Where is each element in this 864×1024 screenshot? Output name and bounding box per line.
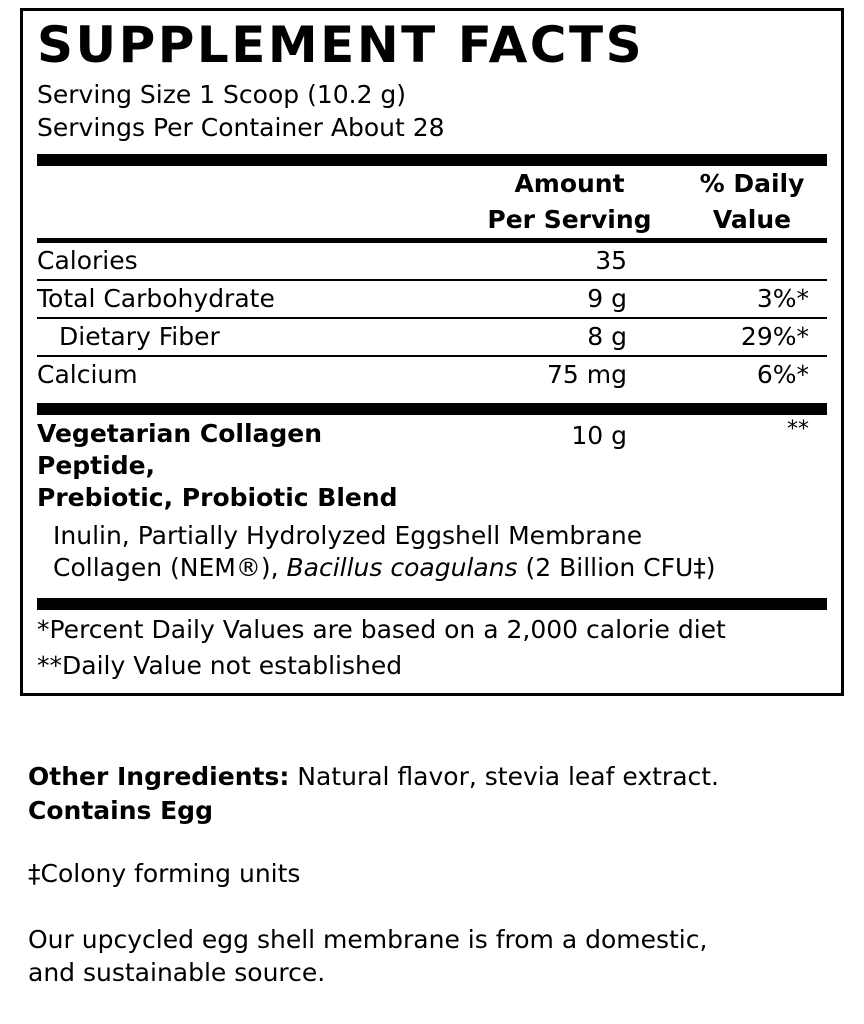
divider-thick-top <box>37 154 827 166</box>
blend-ingredients-italic: Bacillus coagulans <box>286 552 518 582</box>
cfu-note: ‡Colony forming units <box>28 859 301 888</box>
header-amount-line1: Amount <box>514 168 625 198</box>
nutrient-dv: 29%* <box>659 318 827 356</box>
nutrient-amount: 75 mg <box>412 356 659 393</box>
header-blank-2 <box>37 202 462 238</box>
blend-name-line1: Vegetarian Collagen Peptide, <box>37 418 323 480</box>
supplement-facts-panel <box>20 8 844 696</box>
nutrient-name: Dietary Fiber <box>37 318 412 356</box>
table-header-subrow <box>37 202 827 238</box>
footnote-daily-value: *Percent Daily Values are based on a 2,000 calorie diet <box>37 614 726 644</box>
header-dv-line1: % Daily <box>699 168 805 198</box>
table-row <box>37 243 827 280</box>
blend-ingredients-row <box>37 518 827 588</box>
other-ingredients-value: Natural flavor, stevia leaf extract. <box>289 762 720 791</box>
blend-ingredients-line2-b: (2 Billion CFU‡) <box>517 552 716 582</box>
nutrient-amount: 35 <box>595 245 627 275</box>
blend-dv: ** <box>787 416 809 442</box>
nutrient-dv: 6%* <box>659 356 827 393</box>
label-additional-info <box>28 760 844 990</box>
nutrient-dv: 3%* <box>659 280 827 318</box>
serving-size-text: Serving Size 1 Scoop (10.2 g) <box>37 79 407 109</box>
other-ingredients-label: Other Ingredients: <box>28 762 290 791</box>
source-note-line2: and sustainable source. <box>28 958 326 987</box>
contains-statement: Contains Egg <box>28 795 213 825</box>
spacer-2 <box>28 891 844 923</box>
table-row <box>37 280 827 318</box>
header-dv-line2: Value <box>712 204 792 234</box>
header-blank <box>37 166 462 202</box>
servings-per-container-text: Servings Per Container About 28 <box>37 112 445 142</box>
nutrient-amount: 8 g <box>412 318 659 356</box>
table-row <box>37 356 827 393</box>
nutrient-name: Total Carbohydrate <box>37 280 412 318</box>
blend-ingredients <box>37 518 827 588</box>
footnote-dv-not-established: **Daily Value not established <box>37 651 403 680</box>
nutrition-table <box>37 166 827 238</box>
page-title: SUPPLEMENT FACTS <box>37 16 645 74</box>
other-ingredients-line <box>28 760 844 794</box>
table-row <box>37 318 827 356</box>
source-note-line1: Our upcycled egg shell membrane is from a domestic, <box>28 924 708 954</box>
nutrient-dv <box>659 243 827 280</box>
nutrient-name: Calories <box>37 245 138 275</box>
nutrient-amount: 9 g <box>412 280 659 318</box>
nutrient-rows-table <box>37 243 827 393</box>
divider-thick-blend-top <box>37 403 827 415</box>
divider-thick-footnote <box>37 598 827 610</box>
spacer-1 <box>28 827 844 857</box>
nutrient-name: Calcium <box>37 356 412 393</box>
blend-ingredients-line1: Inulin, Partially Hydrolyzed Eggshell Membrane <box>53 520 643 550</box>
blend-table <box>37 415 827 588</box>
header-amount-line2: Per Serving <box>487 204 652 234</box>
blend-name <box>37 415 412 518</box>
table-header-row <box>37 166 827 202</box>
blend-row <box>37 415 827 518</box>
blend-ingredients-line2-a: Collagen (NEM®), <box>53 552 287 582</box>
blend-name-line2: Prebiotic, Probiotic Blend <box>37 482 398 512</box>
blend-amount: 10 g <box>571 420 627 450</box>
